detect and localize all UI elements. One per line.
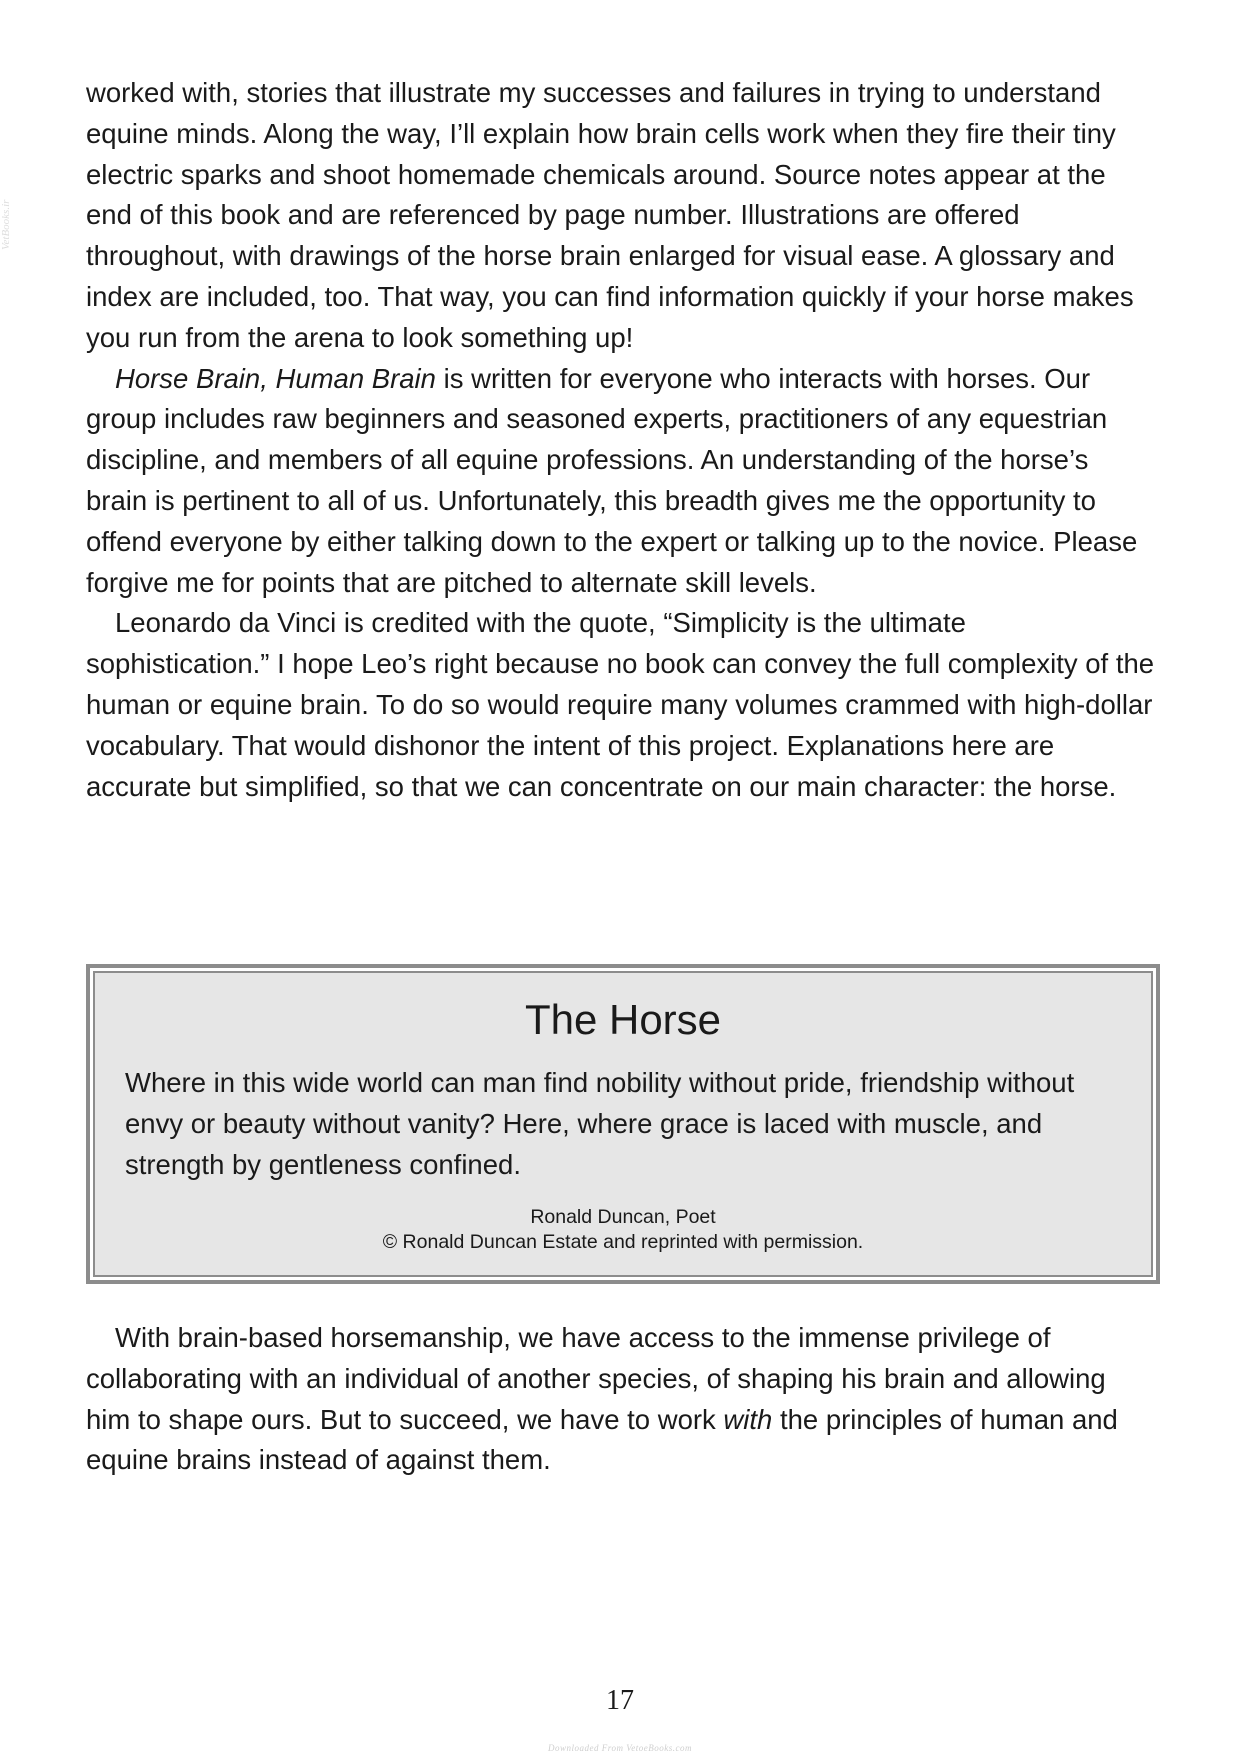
quote-attribution [125,1205,1121,1255]
bottom-watermark: Downloaded From VetoeBooks.com [548,1743,692,1753]
side-watermark: VetBooks.ir [0,199,12,250]
paragraph-closing-emphasis: with [723,1403,773,1435]
page-number: 17 [606,1685,634,1716]
quote-text: Where in this wide world can man find nobility without pride, friendship without envy or beauty without vanity? Here, where grace is laced with muscle, and strength by gentleness confined. [125,1067,1075,1180]
quote-box-inner [93,971,1153,1277]
paragraph-simplicity: Leonardo da Vinci is credited with the quote, “Simplicity is the ultimate sophistication.” I hope Leo’s right because no book can convey the full complexity of the human or equine brain. To do so would require many volumes crammed with high-dollar vocabulary. That would dishonor the intent of this project. Explanations here are accurate but simplified, so that we can concentrate on our main character: the horse. [86,607,1155,802]
paragraph-closing-before: With brain-based horsemanship, we have access to the immense privilege of collaborating with an individual of another species, of shaping his brain and allowing him to shape ours. But to succeed, we have to work [86,1322,1106,1435]
quote-box [86,964,1160,1284]
paragraph-closing [86,1318,1156,1481]
quote-title: The Horse [524,996,722,1043]
paragraph-closing-after: the principles of human and equine brains instead of against them. [86,1403,1118,1476]
paragraph-audience-text: is written for everyone who interacts with horses. Our group includes raw beginners and seasoned experts, practitioners of any equestrian discipline, and members of all equine professions. An understanding of the horse’s brain is pertinent to all of us. Unfortunately, this breadth gives me the opportunity to offend everyone by either talking down to the expert or talking up to the novice. Please forgive me for points that are pitched to alternate skill levels. [86,362,1138,598]
book-title-italic: Horse Brain, Human Brain [115,362,436,394]
paragraph-audience [86,359,1156,604]
closing-text [86,1318,1156,1481]
quote-permission: © Ronald Duncan Estate and reprinted with permission. [382,1231,864,1254]
body-text [86,73,1156,807]
paragraph-continuation: worked with, stories that illustrate my successes and failures in trying to understand equine minds. Along the way, I’ll explain how brain cells work when they fire their tiny electric sparks and shoot homemade chemicals around. Source notes appear at the end of this book and are referenced by page number. Illustrations are offered throughout, with drawings of the horse brain enlarged for visual ease. A glossary and index are included, too. That way, you can find information quickly if your horse makes you run from the arena to look something up! [86,77,1134,353]
quote-author: Ronald Duncan, Poet [530,1206,716,1229]
